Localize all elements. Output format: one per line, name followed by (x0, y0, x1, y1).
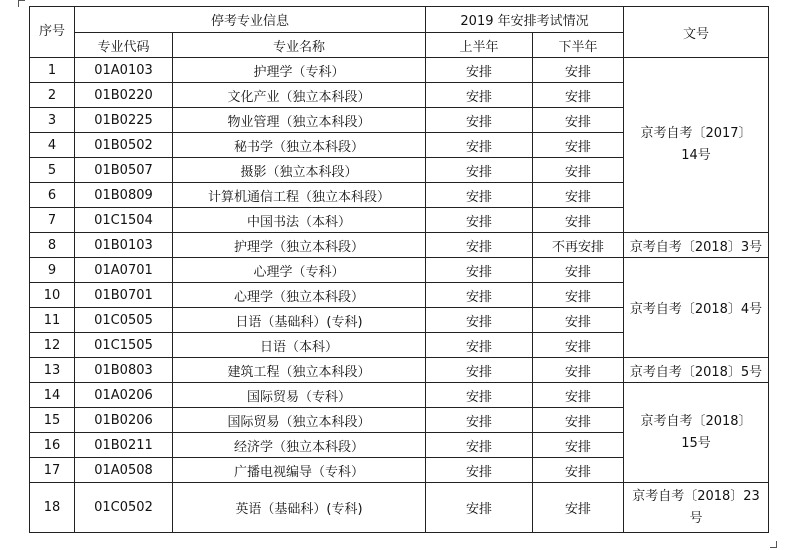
row-seq: 2 (30, 83, 75, 108)
row-first-half: 安排 (426, 383, 533, 408)
row-code: 01A0701 (75, 258, 173, 283)
row-second-half: 安排 (533, 383, 624, 408)
row-code: 01B0809 (75, 183, 173, 208)
row-second-half: 安排 (533, 83, 624, 108)
row-second-half: 安排 (533, 433, 624, 458)
row-seq: 17 (30, 458, 75, 483)
header-info-group: 停考专业信息 (75, 7, 426, 33)
row-seq: 3 (30, 108, 75, 133)
row-seq: 5 (30, 158, 75, 183)
row-seq: 4 (30, 133, 75, 158)
row-first-half: 安排 (426, 133, 533, 158)
row-seq: 15 (30, 408, 75, 433)
row-code: 01A0206 (75, 383, 173, 408)
row-name: 国际贸易（独立本科段） (173, 408, 426, 433)
row-second-half: 安排 (533, 458, 624, 483)
row-first-half: 安排 (426, 108, 533, 133)
row-first-half: 安排 (426, 433, 533, 458)
row-seq: 8 (30, 233, 75, 258)
row-name: 物业管理（独立本科段） (173, 108, 426, 133)
doc-number: 京考自考〔2018〕15号 (624, 383, 769, 483)
row-code: 01A0508 (75, 458, 173, 483)
row-name: 英语（基础科）(专科) (173, 483, 426, 533)
row-first-half: 安排 (426, 483, 533, 533)
row-name: 心理学（专科） (173, 258, 426, 283)
doc-number: 京考自考〔2018〕4号 (624, 258, 769, 358)
row-second-half: 安排 (533, 158, 624, 183)
doc-number: 京考自考〔2018〕5号 (624, 358, 769, 383)
row-code: 01C1504 (75, 208, 173, 233)
row-seq: 18 (30, 483, 75, 533)
doc-number: 京考自考〔2018〕3号 (624, 233, 769, 258)
row-first-half: 安排 (426, 158, 533, 183)
row-second-half: 不再安排 (533, 233, 624, 258)
row-seq: 12 (30, 333, 75, 358)
table-row (30, 483, 769, 533)
row-code: 01B0206 (75, 408, 173, 433)
row-name: 护理学（独立本科段） (173, 233, 426, 258)
row-name: 日语（基础科）(专科) (173, 308, 426, 333)
row-first-half: 安排 (426, 458, 533, 483)
row-code: 01B0507 (75, 158, 173, 183)
doc-number: 京考自考〔2017〕14号 (624, 58, 769, 233)
row-name: 国际贸易（专科） (173, 383, 426, 408)
header-code: 专业代码 (75, 33, 173, 58)
row-seq: 13 (30, 358, 75, 383)
row-name: 心理学（独立本科段） (173, 283, 426, 308)
table-row (30, 233, 769, 258)
row-first-half: 安排 (426, 308, 533, 333)
row-seq: 7 (30, 208, 75, 233)
row-second-half: 安排 (533, 133, 624, 158)
row-second-half: 安排 (533, 108, 624, 133)
row-seq: 1 (30, 58, 75, 83)
row-code: 01B0225 (75, 108, 173, 133)
row-first-half: 安排 (426, 408, 533, 433)
row-code: 01A0103 (75, 58, 173, 83)
row-second-half: 安排 (533, 183, 624, 208)
row-first-half: 安排 (426, 358, 533, 383)
row-seq: 10 (30, 283, 75, 308)
row-second-half: 安排 (533, 333, 624, 358)
header-doc: 文号 (624, 7, 769, 58)
row-second-half: 安排 (533, 58, 624, 83)
row-first-half: 安排 (426, 258, 533, 283)
table-row (30, 58, 769, 83)
doc-number: 京考自考〔2018〕23号 (624, 483, 769, 533)
header-seq: 序号 (30, 7, 75, 58)
header-first-half: 上半年 (426, 33, 533, 58)
row-code: 01B0701 (75, 283, 173, 308)
row-code: 01C0505 (75, 308, 173, 333)
row-first-half: 安排 (426, 58, 533, 83)
row-second-half: 安排 (533, 483, 624, 533)
row-code: 01B0502 (75, 133, 173, 158)
row-second-half: 安排 (533, 283, 624, 308)
suspended-majors-table (29, 6, 769, 533)
row-second-half: 安排 (533, 358, 624, 383)
row-first-half: 安排 (426, 333, 533, 358)
table-row (30, 383, 769, 408)
row-second-half: 安排 (533, 308, 624, 333)
row-code: 01C0502 (75, 483, 173, 533)
row-code: 01B0103 (75, 233, 173, 258)
row-name: 文化产业（独立本科段） (173, 83, 426, 108)
row-name: 广播电视编导（专科） (173, 458, 426, 483)
table-corner-top-left (18, 0, 25, 7)
row-code: 01B0803 (75, 358, 173, 383)
row-code: 01B0220 (75, 83, 173, 108)
row-first-half: 安排 (426, 233, 533, 258)
row-first-half: 安排 (426, 283, 533, 308)
row-first-half: 安排 (426, 183, 533, 208)
row-name: 摄影（独立本科段） (173, 158, 426, 183)
header-name: 专业名称 (173, 33, 426, 58)
row-seq: 11 (30, 308, 75, 333)
header-second-half: 下半年 (533, 33, 624, 58)
row-seq: 16 (30, 433, 75, 458)
row-name: 计算机通信工程（独立本科段） (173, 183, 426, 208)
row-code: 01B0211 (75, 433, 173, 458)
row-name: 护理学（专科） (173, 58, 426, 83)
row-seq: 9 (30, 258, 75, 283)
row-second-half: 安排 (533, 258, 624, 283)
row-name: 经济学（独立本科段） (173, 433, 426, 458)
row-name: 建筑工程（独立本科段） (173, 358, 426, 383)
table-row (30, 258, 769, 283)
header-exam-group: 2019 年安排考试情况 (426, 7, 624, 33)
row-name: 中国书法（本科） (173, 208, 426, 233)
row-second-half: 安排 (533, 208, 624, 233)
row-name: 日语（本科） (173, 333, 426, 358)
row-second-half: 安排 (533, 408, 624, 433)
table-corner-bottom-right (770, 541, 777, 548)
row-first-half: 安排 (426, 83, 533, 108)
table-row (30, 358, 769, 383)
row-code: 01C1505 (75, 333, 173, 358)
row-name: 秘书学（独立本科段） (173, 133, 426, 158)
row-first-half: 安排 (426, 208, 533, 233)
row-seq: 6 (30, 183, 75, 208)
row-seq: 14 (30, 383, 75, 408)
